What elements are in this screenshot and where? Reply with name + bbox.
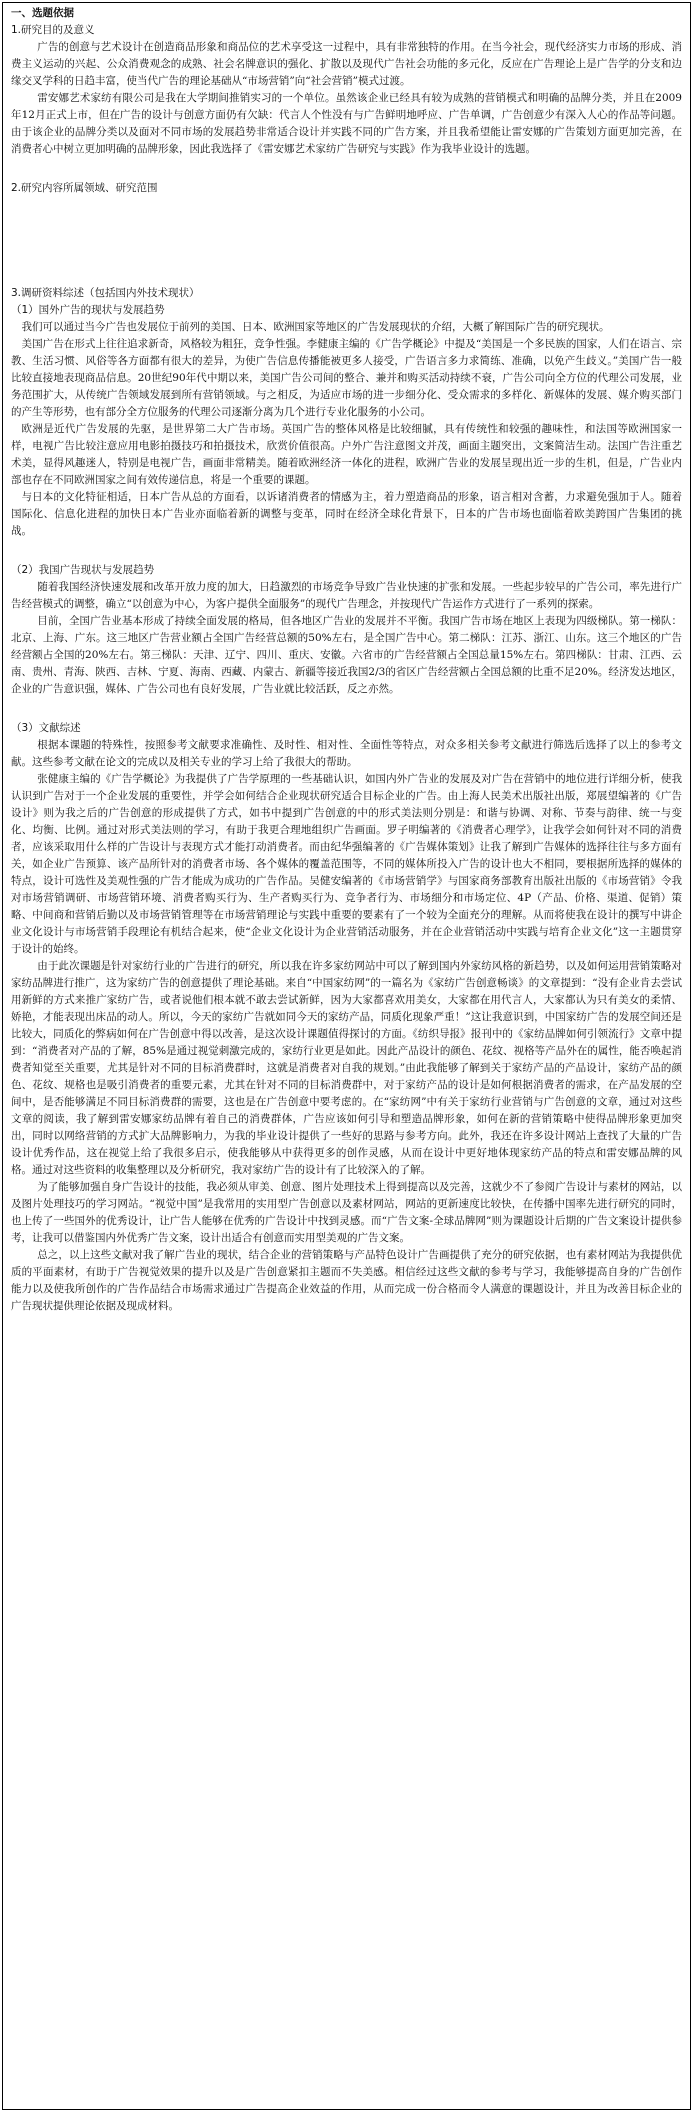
section-1-3-title: 3.调研资料综述（包括国内外技术现状） bbox=[11, 287, 200, 299]
paragraph-purpose-2: 雷安娜艺术家纺有限公司是我在大学期间推销实习的一个单位。虽然该企业已经具有较为成熟的营销模式和明确的品牌分类，并且在2009年12月正式上市，但在广告的设计与创意方面仍有欠缺：代言人个性没有与广告鲜明地呼应、广告单调，广告创意少有深入人心的作品等问题。由于该企业的品牌分类以及面对不同市场的发展趋势非常适合设计并实践不同的广告方案，并且我希望能让雷安娜的广告策划方面更加完善，在消费者心中树立更加明确的品牌形象，因此我选择了《雷安娜艺术家纺广告研究与实践》作为我毕业设计的选题。 bbox=[11, 92, 682, 155]
paragraph-foreign-1: 我们可以通过当今广告也发展位于前列的美国、日本、欧洲国家等地区的广告发展现状的介绍，大概了解国际广告的研究现状。 bbox=[21, 321, 610, 333]
paragraph-foreign-4: 与日本的文化特征相适，日本广告从总的方面看，以诉诸消费者的情感为主，着力塑造商品的形象，语言相对含蓄，力求避免强加于人。随着国际化、信息化进程的加快日本广告业亦面临着新的调整与变革，同时在经济全球化背景下，日本的广告市场也面临着欧美跨国广告集团的挑战。 bbox=[11, 491, 682, 537]
paragraph-foreign-3: 欧洲是近代广告发展的先驱，是世界第二大广告市场。英国广告的整体风格是比较细腻，具有传统性和较强的趣味性，和法国等欧洲国家一样，电视广告比较注意应用电影拍摄技巧和拍摄技术，欣赏价值很高。户外广告注意图文并茂，画面主题突出，文案简洁生动。法国广告注重艺术美，显得风趣迷人，特别是电视广告，画面非常精美。随着欧洲经济一体化的进程，欧洲广告业的发展呈现出近一步的生机，但是，广告业内部也存在不同欧洲国家之间有效传递信息，将是一个重要的课题。 bbox=[11, 423, 682, 486]
paragraph-literature-1: 根据本课题的特殊性，按照参考文献要求准确性、及时性、相对性、全面性等特点，对众多相关参考文献进行筛选后选择了以上的参考文献。这些参考文献在论文的完成以及相关专业的学习上给了我很大的帮助。 bbox=[11, 739, 682, 768]
subsection-1-title: （1）国外广告的现状与发展趋势 bbox=[11, 304, 165, 316]
paragraph-literature-4: 为了能够加强自身广告设计的技能，我必须从审美、创意、图片处理技术上得到提高以及完善，这就少不了参阅广告设计与素材的网站，以及图片处理技巧的学习网站。“视觉中国”是我常用的实用型广告创意以及素材网站，网站的更新速度比较快，在传播中国率先进行研究的同时，也上传了一些国外的优秀设计，让广告人能够在优秀的广告设计中找到灵感。而“广告文案-全球品牌网”则为课题设计后期的广告文案设计提供参考，让我可以借鉴国内外优秀广告文案，设计出适合有创意而实用型美观的广告文案。 bbox=[11, 1181, 682, 1244]
paragraph-domestic-1: 随着我国经济快速发展和改革开放力度的加大，日趋激烈的市场竞争导致广告业快速的扩张和发展。一些起步较早的广告公司，率先进行广告经营模式的调整，确立“以创意为中心，为客户提供全面服务”的现代广告理念，并按现代广告运作方式进行了一系列的探索。 bbox=[11, 581, 682, 610]
paragraph-literature-3: 由于此次课题是针对家纺行业的广告进行的研究，所以我在许多家纺网站中可以了解到国内外家纺风格的新趋势，以及如何运用营销策略对家纺品牌进行推广，这为家纺广告的创意提供了理论基础。来自“中国家纺网”的一篇名为《家纺广告创意畅谈》的文章提到：“没有企业肯去尝试用新鲜的方式来推广家纺广告，或者说他们根本就不敢去尝试新鲜，因为大家都喜欢用美女，大家都在用代言人，大家都认为只有美女的柔情、娇艳，才能表现出床品的动人。所以，今天的家纺广告就如同今天的家纺产品，同质化现象严重！”这让我意识到，中国家纺广告的发展空间还是比较大，同质化的弊病如何在广告创意中得以改善，是这次设计课题值得探讨的方面。《纺织导报》报刊中的《家纺品牌如何引领流行》文章中提到：“消费者对产品的了解，85%是通过视觉刺激完成的，家纺行业更是如此。因此产品设计的颜色、花纹、视格等产品外在的属性，能否唤起消费者知觉至关重要，尤其是针对不同的目标消费群时，这就是消费者对自我的规划。”由此我能够了解到关于家纺产品的产品设计，家纺产品的颜色、花纹、规格也是吸引消费者的重要元素，尤其在针对不同的目标消费群中，对于家纺产品的设计是如何根据消费者的需求，在产品发展的空间中，是否能够满足不同目标消费群的需要，这也是在广告创意中要考虑的。在“家纺网”中有关于家纺行业营销与广告创意的文章，通过对这些文章的阅读，我了解到雷安娜家纺品牌有着自己的消费群体，广告应该如何引导和塑造品牌形象，如何在新的营销策略中使得品牌形象更加突出，同时以网络营销的方式扩大品牌影响力，为我的毕业设计提供了一些好的思路与参考方向。此外，我还在许多设计网站上查找了大量的广告设计优秀作品，这在视觉上给了我很多启示，使我能够从中获得更多的创作灵感，从而在设计中更好地体现家纺产品的特点和雷安娜品牌的风格。通过对这些资料的收集整理以及分析研究，我对家纺广告的设计有了比较深入的了解。 bbox=[11, 960, 682, 1176]
subsection-2-title: （2）我国广告现状与发展趋势 bbox=[11, 564, 155, 576]
paragraph-domestic-2: 目前，全国广告业基本形成了持续全面发展的格局，但各地区广告业的发展并不平衡。我国广告市场在地区上表现为四级梯队。第一梯队：北京、上海、广东。这三地区广告营业额占全国广告经营总额的50%左右，是全国广告中心。第二梯队：江苏、浙江、山东。这三个地区的广告经营额占全国的20%左右。第三梯队：天津、辽宁、四川、重庆、安徽。六省市的广告经营额占全国总量15%左右。第四梯队：甘肃、江西、云南、贵州、青海、陕西、吉林、宁夏、海南、西藏、内蒙古、新疆等接近我国2/3的省区广告经营额占全国总额的比重不足20%。经济发达地区，企业的广告意识强，媒体、广告公司也有良好发展，广告业就比较活跃，反之亦然。 bbox=[11, 615, 682, 695]
paragraph-literature-5: 总之，以上这些文献对我了解广告业的现状，结合企业的营销策略与产品特色设计广告画提供了充分的研究依据，也有素材网站为我提供优质的平面素材，有助于广告视觉效果的提升以及是广告创意紧扣主题而不失美感。相信经过这些文献的参考与学习，我能够提高自身的广告创作能力以及使我所创作的广告作品结合市场需求通过广告提高企业效益的作用，从而完成一份合格而令人满意的课题设计，并且为改善目标企业的广告现状提供理论依据及现成材料。 bbox=[11, 1249, 682, 1312]
paragraph-purpose-1: 广告的创意与艺术设计在创造商品形象和商品位的艺术享受这一过程中，具有非常独特的作用。在当今社会，现代经济实力市场的形成、消费主义运动的兴起、公众消费观念的成熟、社会名牌意识的强化、扩散以及现代广告社会功能的多元化，反应在广告理论上是广告学的分支和边缘交叉学科的日趋丰富，使当代广告的理论基础从“市场营销”向“社会营销”模式过渡。 bbox=[11, 41, 682, 87]
section-1-1-title: 1.研究目的及意义 bbox=[11, 24, 95, 36]
paragraph-foreign-2: 美国广告在形式上往往追求新奇，风格较为粗狂，竞争性强。李健康主编的《广告学概论》中提及“美国是一个多民族的国家，人们在语言、宗教、生活习惯、风俗等各方面都有很大的差异，为使广告信息传播能被更多人接受，广告语言多力求简练、准确，以免产生歧义。”美国广告一般比较直接地表现商品信息。20世纪90年代中期以来，美国广告公司间的整合、兼并和购买活动持续不衰，广告公司向全方位的代理公司发展，业务范围扩大，从传统广告领域发展到所有营销领域。与之相反，为适应市场的进一步细分化、受众需求的多样化、新媒体的发展、媒介购买部门的产生等形势，也有部分全方位服务的代理公司逐渐分离为几个进行专业化服务的小公司。 bbox=[11, 338, 682, 418]
section-1-title: 一、选题依据 bbox=[11, 7, 74, 19]
section-1-2-title: 2.研究内容所属领域、研究范围 bbox=[11, 182, 158, 194]
document-page bbox=[2, 2, 691, 2110]
subsection-3-title: （3）文献综述 bbox=[11, 722, 81, 734]
paragraph-literature-2: 张健康主编的《广告学概论》为我提供了广告学原理的一些基础认识，如国内外广告业的发展及对广告在营销中的地位进行详细分析，使我认识到广告对于一个企业发展的重要性，并学会如何结合企业现状研究适合目标企业的广告。由上海人民美术出版社出版，郑展望编著的《广告设计》则为我之后的广告创意的形成提供了方式，如书中提到广告创意的中的形式美法则分别是：和谐与协调、对称、节奏与韵律、统一与变化、均衡、比例。通过对形式美法则的学习，有助于我更合理地组织广告画面。罗子明编著的《消费者心理学》，让我学会如何针对不同的消费者，应该采取用什么样的广告设计与表现方式才能打动消费者。而由纪华强编著的《广告媒体策划》让我了解到广告媒体的选择往往与多方面有关，如企业广告预算、该产品所针对的消费者市场、各个媒体的覆盖范围等，不同的媒体所投入广告的设计也大不相同，要根据所选择的媒体的特点，设计可选性及美观性强的广告才能成为成功的广告作品。吴健安编著的《市场营销学》与国家商务部教育出版社出版的《市场营销》令我对市场营销调研、市场营销环境、消费者购买行为、生产者购买行为、竞争者行为、市场细分和市场定位、4P（产品、价格、渠道、促销）策略、中间商和营销后勤以及市场营销管理等在市场营销理论与实践中重要的要素有了一个较为全面充分的理解。从而将使我在设计的撰写中讲企业文化设计与市场营销手段理论有机结合起来，使“企业文化设计为企业营销活动服务，并在企业营销活动中实践与培育企业文化”这一主题贯穿于设计的始终。 bbox=[11, 773, 682, 955]
